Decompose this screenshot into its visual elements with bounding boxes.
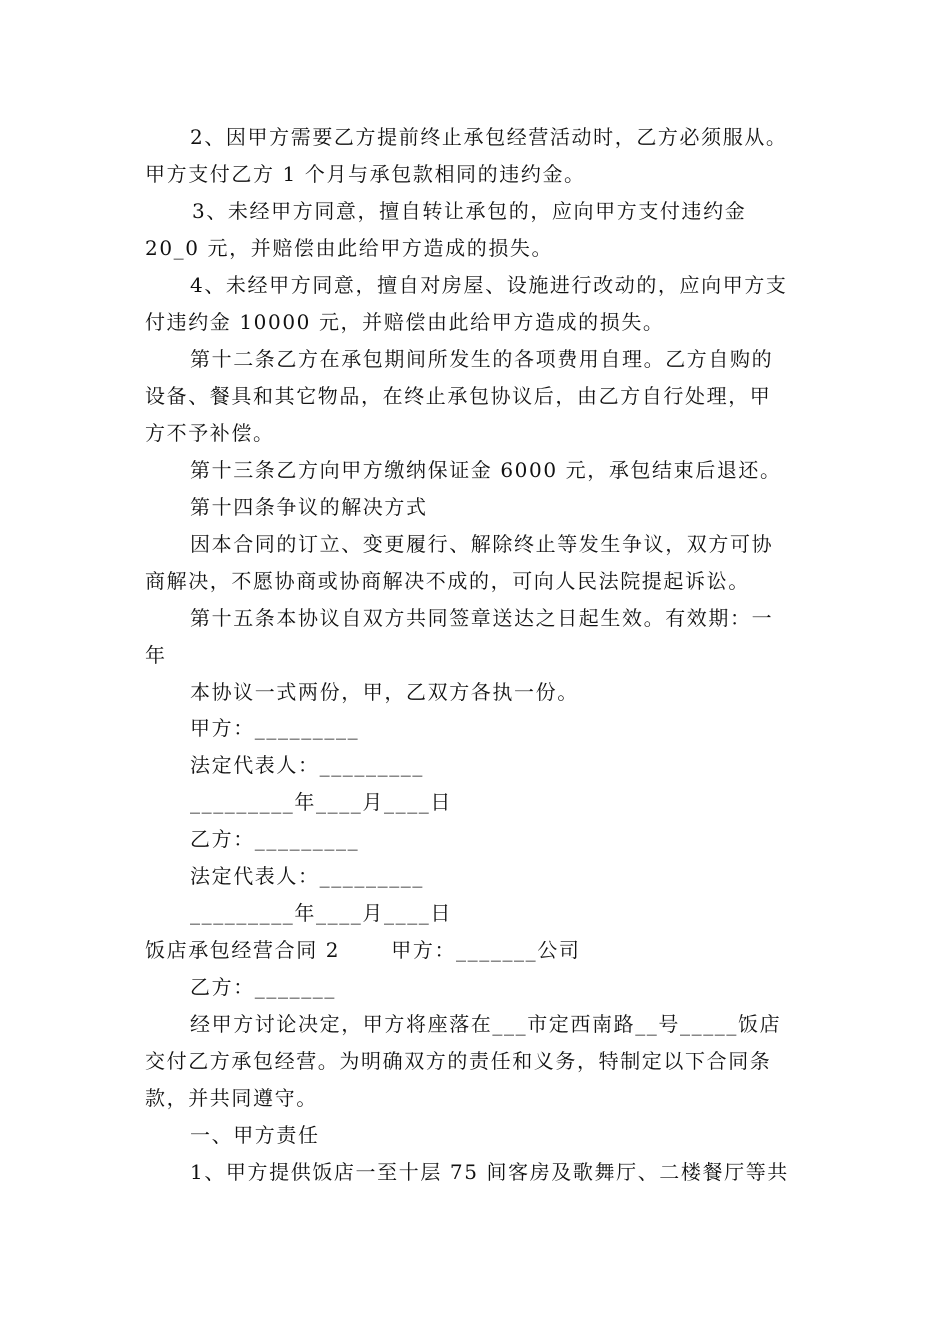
paragraph-line: 第十五条本协议自双方共同签章送达之日起生效。有效期：一 [190, 606, 774, 630]
paragraph-line: 款，并共同遵守。 [145, 1086, 318, 1110]
signature-date-a: _________年____月____日 [190, 790, 452, 814]
paragraph-line: 1、甲方提供饭店一至十层 75 间客房及歌舞厅、二楼餐厅等共 [190, 1160, 789, 1184]
paragraph-line: 第十二条乙方在承包期间所发生的各项费用自理。乙方自购的 [190, 347, 774, 371]
signature-date-b: _________年____月____日 [190, 901, 452, 925]
section-heading: 一、甲方责任 [190, 1123, 320, 1147]
contract-title-line: 饭店承包经营合同 2 甲方：_______公司 [145, 938, 581, 962]
paragraph-line: 3、未经甲方同意，擅自转让承包的，应向甲方支付违约金 [192, 199, 747, 223]
paragraph-line: 付违约金 10000 元，并赔偿由此给甲方造成的损失。 [145, 310, 665, 334]
paragraph-line: 方不予补偿。 [145, 421, 275, 445]
paragraph-line: 设备、餐具和其它物品，在终止承包协议后，由乙方自行处理，甲 [145, 384, 772, 408]
signature-party-b: 乙方：_________ [190, 827, 360, 851]
paragraph-line: 年 [145, 643, 167, 667]
paragraph-line: 4、未经甲方同意，擅自对房屋、设施进行改动的，应向甲方支 [190, 273, 788, 297]
paragraph-line: 本协议一式两份，甲，乙双方各执一份。 [190, 680, 579, 704]
paragraph-line: 第十三条乙方向甲方缴纳保证金 6000 元，承包结束后退还。 [190, 458, 782, 482]
signature-legal-rep-b: 法定代表人：_________ [190, 864, 424, 888]
paragraph-line: 甲方支付乙方 1 个月与承包款相同的违约金。 [145, 162, 586, 186]
paragraph-line: 经甲方讨论决定，甲方将座落在___市定西南路__号_____饭店 [190, 1012, 782, 1036]
section-heading: 第十四条争议的解决方式 [190, 495, 428, 519]
signature-legal-rep-a: 法定代表人：_________ [190, 753, 424, 777]
paragraph-line: 20_0 元，并赔偿由此给甲方造成的损失。 [145, 236, 554, 260]
party-b-line: 乙方：_______ [190, 975, 336, 999]
paragraph-line: 交付乙方承包经营。为明确双方的责任和义务，特制定以下合同条 [145, 1049, 772, 1073]
paragraph-line: 2、因甲方需要乙方提前终止承包经营活动时，乙方必须服从。 [190, 125, 788, 149]
signature-party-a: 甲方：_________ [190, 716, 360, 740]
paragraph-line: 商解决，不愿协商或协商解决不成的，可向人民法院提起诉讼。 [145, 569, 750, 593]
paragraph-line: 因本合同的订立、变更履行、解除终止等发生争议，双方可协 [190, 532, 774, 556]
